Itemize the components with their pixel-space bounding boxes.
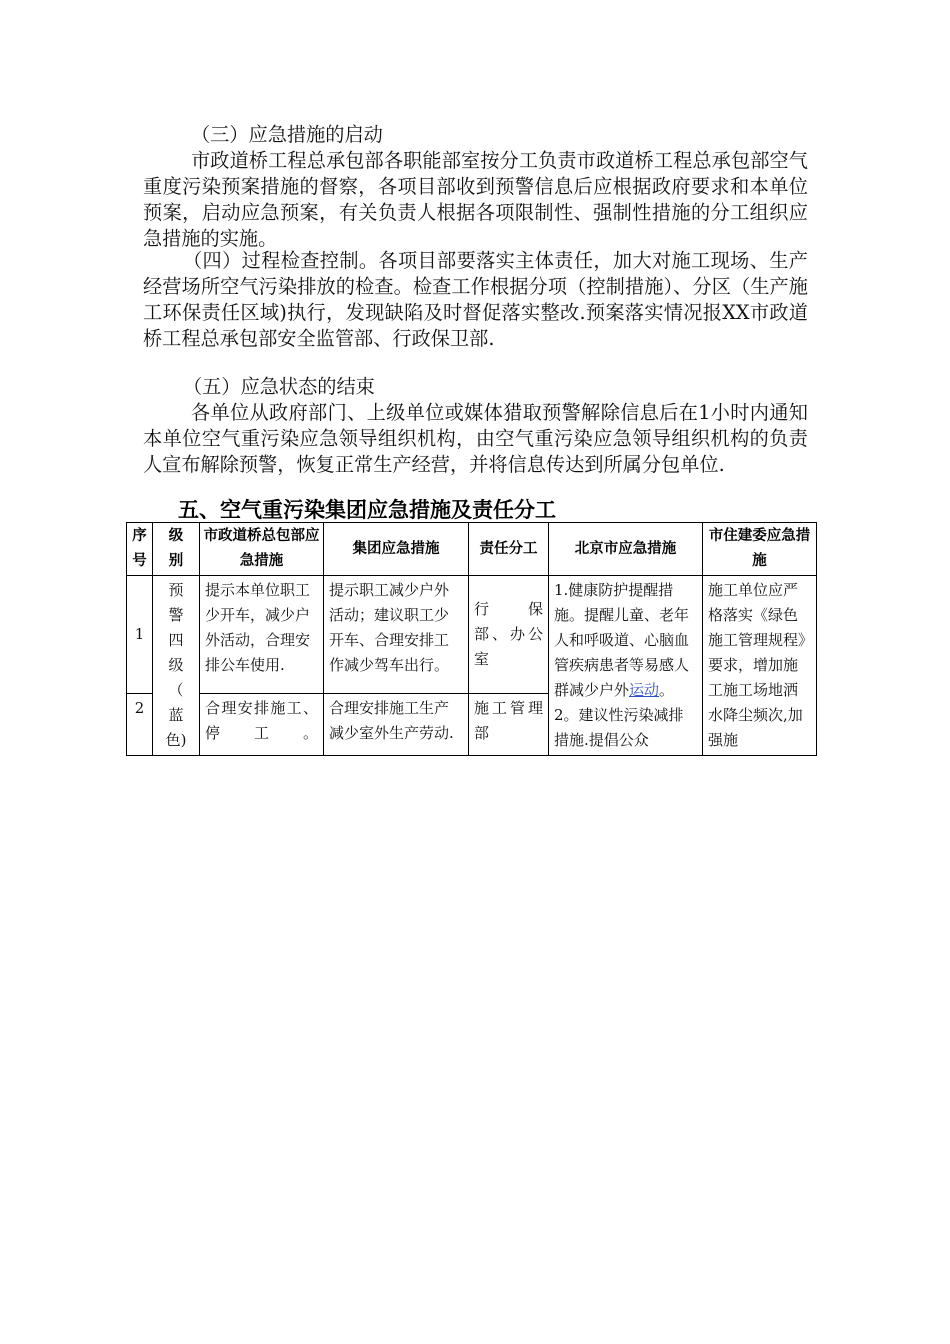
row-2-no: 2 bbox=[127, 694, 153, 756]
row-2-resp: 施工管理部 bbox=[469, 694, 549, 756]
row-1-group: 提示职工减少户外活动；建议职工少开车、合理安排工作减少驾车出行。 bbox=[324, 576, 469, 694]
row-1-dept: 提示本单位职工少开车，减少户外活动，合理安排公车使用. bbox=[200, 576, 324, 694]
measures-table bbox=[126, 522, 817, 756]
beijing-cell bbox=[549, 576, 703, 756]
section-5-heading: （五）应急状态的结束 bbox=[183, 375, 375, 398]
beijing-text-2: 。 2。建议性污染减排措施.提倡公众 bbox=[554, 681, 684, 749]
row-1-resp: 行 保 部、办公室 bbox=[469, 576, 549, 694]
header-dept: 市政道桥总包部应急措施 bbox=[200, 523, 324, 576]
table-heading: 五、空气重污染集团应急措施及责任分工 bbox=[178, 498, 556, 522]
header-group: 集团应急措施 bbox=[324, 523, 469, 576]
beijing-link[interactable]: 运动 bbox=[629, 681, 660, 699]
section-5-body: 各单位从政府部门、上级单位或媒体猎取预警解除信息后在1小时内通知本单位空气重污染应急领导组织机构，由空气重污染应急领导组织机构的负责人宣布解除预警，恢复正常生产经营，并将信息传达到所属分包单位. bbox=[143, 401, 808, 476]
section-3-heading: （三）应急措施的启动 bbox=[191, 123, 383, 146]
section-3 bbox=[143, 122, 808, 252]
header-no: 序 号 bbox=[127, 523, 153, 576]
section-4-body: （四）过程检查控制。各项目部要落实主体责任，加大对施工现场、生产经营场所空气污染排放的检查。检查工作根据分项（控制措施）、分区（生产施工环保责任区域)执行，发现缺陷及时督促落实整改.预案落实情况报XX市政道桥工程总承包部安全监管部、行政保卫部. bbox=[143, 249, 808, 350]
header-resp: 责任分工 bbox=[469, 523, 549, 576]
row-2-dept: 合理安排施工、停工。 bbox=[200, 694, 324, 756]
section-4 bbox=[143, 248, 808, 352]
section-3-body: 市政道桥工程总承包部各职能部室按分工负责市政道桥工程总承包部空气重度污染预案措施的督察，各项目部收到预警信息后应根据政府要求和本单位预案，启动应急预案，有关负责人根据各项限制性、强制性措施的分工组织应急措施的实施。 bbox=[143, 149, 808, 250]
table-row bbox=[127, 576, 817, 694]
header-housing: 市住建委应急措施 bbox=[703, 523, 817, 576]
row-2-group: 合理安排施工生产减少室外生产劳动. bbox=[324, 694, 469, 756]
header-level: 级 别 bbox=[153, 523, 200, 576]
beijing-text-1: 1.健康防护提醒措施。提醒儿童、老年人和呼吸道、心脑血管疾病患者等易感人群减少户外 bbox=[554, 581, 690, 699]
level-cell: 预 警 四 级 （ 蓝 色) bbox=[153, 576, 200, 756]
table-header-row bbox=[127, 523, 817, 576]
header-beijing: 北京市应急措施 bbox=[549, 523, 703, 576]
row-1-no: 1 bbox=[127, 576, 153, 694]
section-5 bbox=[143, 374, 808, 478]
housing-cell: 施工单位应严格落实《绿色施工管理规程》要求，增加施工施工场地洒水降尘频次,加强施 bbox=[703, 576, 817, 756]
